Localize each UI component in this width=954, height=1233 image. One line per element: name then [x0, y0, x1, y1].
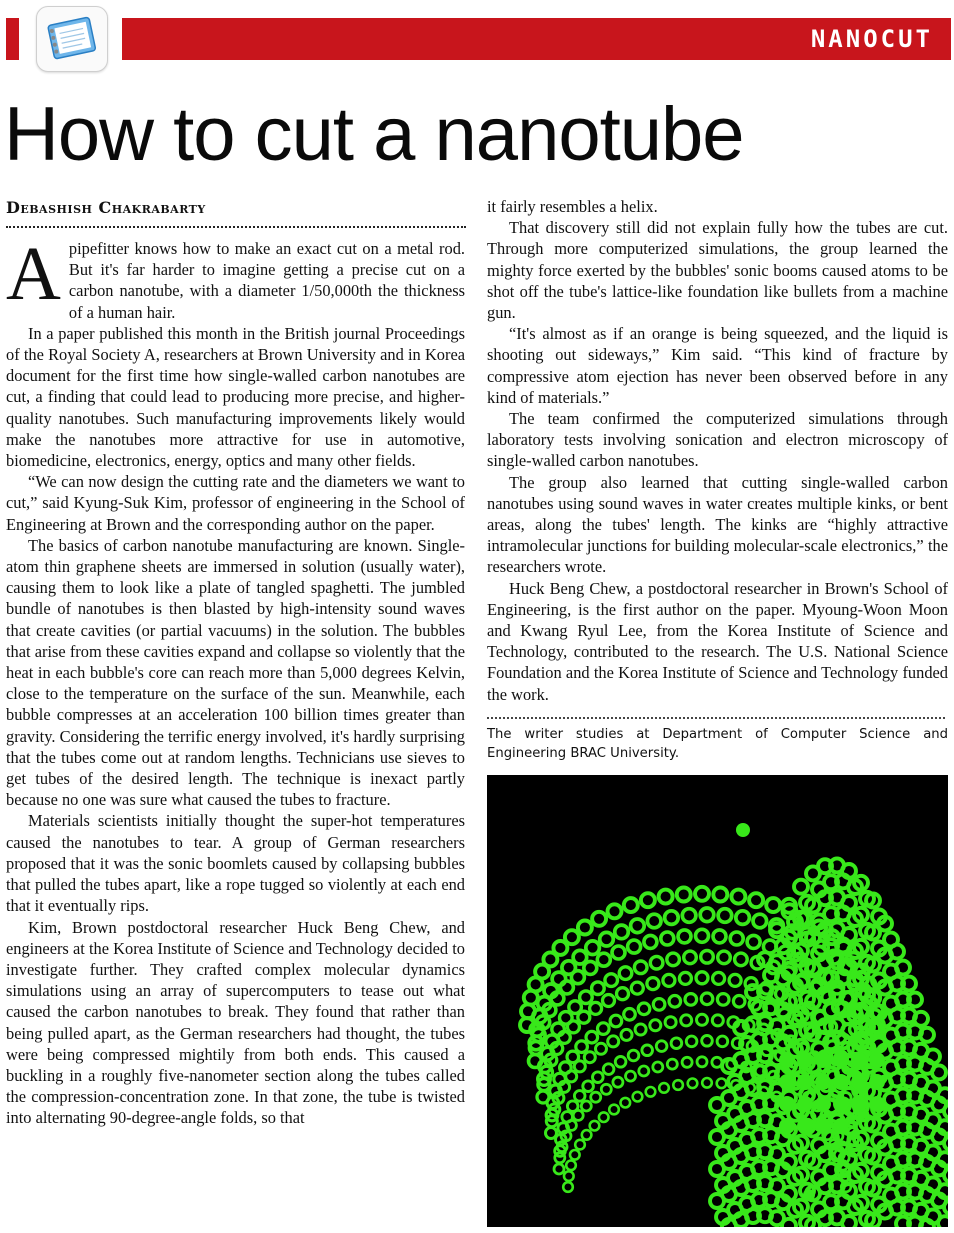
dropcap: A	[6, 232, 61, 316]
paragraph: The team confirmed the computerized simulations through laboratory tests involving sonication and electron microscopy of single-walled carbon nanotubes.	[487, 409, 948, 471]
lead-text: pipefitter knows how to make an exact cut on a metal rod. But it's far harder to imagine getting a precise cut on a carbon nanotube, with a diameter 1/50,000th the thickness of a human hair.	[68, 239, 465, 322]
section-label: NANOCUT	[810, 25, 933, 53]
paragraph-lead	[6, 232, 465, 323]
article-headline: How to cut a nanotube	[4, 92, 744, 177]
article-end-divider	[487, 717, 945, 719]
byline-divider	[6, 226, 466, 228]
paragraph: The group also learned that cutting single-walled carbon nanotubes using sound waves in water creates multiple kinks, or bent areas, along the tubes' length. The kinks are “highly attractive intramolecular junctions for building molecular-scale electronics,” the researchers wrote.	[487, 472, 948, 577]
header-accent-block	[6, 18, 19, 60]
author-bio: The writer studies at Department of Computer Science and Engineering BRAC University.	[487, 727, 948, 761]
article-column-left	[6, 232, 465, 1129]
paragraph: “It's almost as if an orange is being squeezed, and the liquid is shooting out sideways,” Kim said. “This kind of fracture by compressive atom ejection has never been observed before in any kind of materials.”	[487, 324, 948, 407]
paragraph-continued: it fairly resembles a helix.	[487, 197, 658, 216]
paragraph: Kim, Brown postdoctoral researcher Huck Beng Chew, and engineers at the Korea Institute of Science and Technology decided to investigate further. They crafted complex molecular dynamics simulations using an array of supercomputers to tease out what caused the carbon nanotubes to break. They found that rather than being pulled apart, as the German researchers had thought, the tubes were being compressed mightily from both ends. This caused a buckling in a roughly five-nanometer section along the tubes called the compression-concentration zone. In that zone, the tube is twisted into alternating 90-degree-angle folds, so that	[6, 917, 465, 1128]
paragraph: Huck Beng Chew, a postdoctoral researcher in Brown's School of Engineering, is the first author on the paper. Myoung-Woon Moon and Kwang Ryul Lee, from the Korea Institute of Science and Technology, contributed to the research. The U.S. National Science Foundation and the Korea Institute of Science and Technology funded the work.	[487, 578, 948, 704]
paragraph: That discovery still did not explain fully how the tubes are cut. Through more computerized simulations, the group learned the mighty force exerted by the bubbles' sonic booms caused atoms to be shot off the tube's lattice-like foundation like bullets from a machine gun.	[487, 218, 948, 323]
paragraph: Materials scientists initially thought the super-hot temperatures caused the nanotubes to tear. A group of German researchers proposed that it was the sonic boomlets caused by collapsing bubbles that pulled the tubes apart, like a rope tugged so violently at each end that it eventually rips.	[6, 811, 465, 916]
nanotube-lattice-illustration	[487, 775, 948, 1227]
byline	[6, 198, 206, 217]
paragraph: The basics of carbon nanotube manufacturing are known. Single-atom thin graphene sheets are immersed in solution (usually water), causing them to look like a plate of tangled spaghetti. The jumbled bundle of nanotubes is then blasted by high-intensity sound waves that create cavities (or partial vacuums) in the solution. The bubbles that arise from these cavities expand and collapse so violently that the heat in each bubble's core can reach more than 5,000 degrees Kelvin, close to the temperature on the surface of the sun. Meanwhile, each bubble compresses at an acceleration 100 billion times greater than gravity. Considering the terrific energy involved, it's hardly surprising that the tubes come out at random lengths. Technicians use sieves to get tubes of the desired length. The technique is inexact partly because no one was sure what caused the tubes to fracture.	[6, 535, 465, 810]
notebook-icon	[36, 6, 108, 72]
article-column-right	[487, 196, 948, 705]
paragraph: “We can now design the cutting rate and the diameters we want to cut,” said Kyung-Suk Kim, professor of engineering in the School of Engineering at Brown and the corresponding author on the paper.	[6, 472, 465, 534]
paragraph: In a paper published this month in the British journal Proceedings of the Royal Society A, researchers at Brown University and in Korea document for the first time how single-walled carbon nanotubes are cut, a finding that could lead to producing more precise, and higher-quality nanotubes. Such manufacturing improvements likely would make the nanotubes more attractive for use in automotive, biomedicine, electronics, energy, optics and many other fields.	[6, 323, 465, 471]
section-header-bar	[122, 18, 951, 60]
nanotube-photo	[487, 775, 948, 1227]
byline-author: Debashish Chakrabarty	[6, 198, 206, 217]
